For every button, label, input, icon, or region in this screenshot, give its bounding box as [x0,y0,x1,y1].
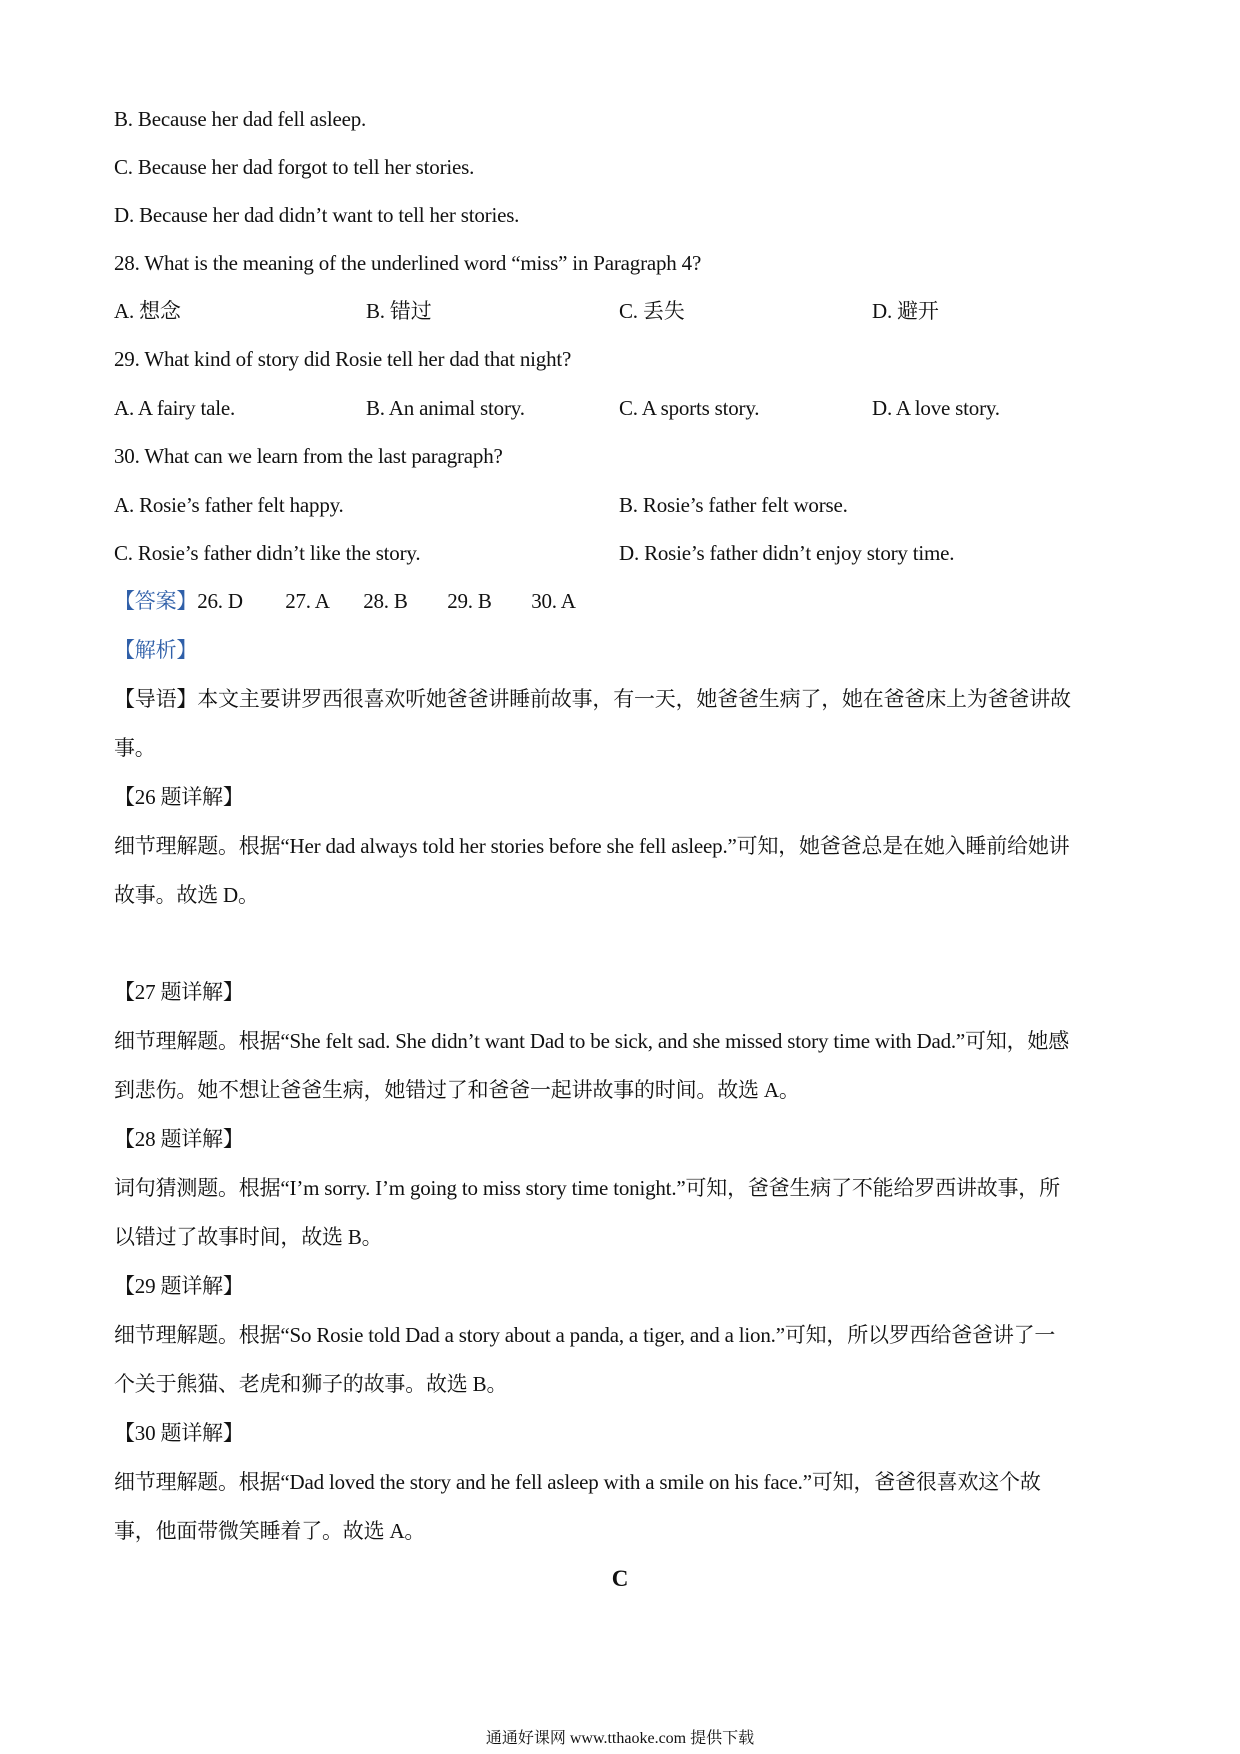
intro-line-1: 【导语】本文主要讲罗西很喜欢听她爸爸讲睡前故事，有一天，她爸爸生病了，她在爸爸床上为爸爸讲故 [114,687,1071,711]
q28-option-c: C. 丢失 [619,299,685,323]
detail-29-line-1: 细节理解题。根据“So Rosie told Dad a story about a panda, a tiger, and a lion.”可知，所以罗西给爸爸讲了一 [114,1323,1056,1347]
q27-option-b: B. Because her dad fell asleep. [114,107,367,131]
detail-26-line-2: 故事。故选 D。 [114,883,259,907]
detail-30-heading: 【30 题详解】 [114,1421,244,1445]
page-footer: 通通好课网 www.tthaoke.com 提供下载 [485,1730,755,1747]
q29-option-a: A. A fairy tale. [114,396,236,420]
q29-option-d: D. A love story. [872,396,1000,420]
detail-29-line-2: 个关于熊猫、老虎和狮子的故事。故选 B。 [114,1372,508,1396]
q27-option-d: D. Because her dad didn’t want to tell her stories. [114,203,520,227]
detail-27-line-2: 到悲伤。她不想让爸爸生病，她错过了和爸爸一起讲故事的时间。故选 A。 [114,1078,800,1102]
detail-27-heading: 【27 题详解】 [114,980,244,1004]
detail-28-line-1: 词句猜测题。根据“I’m sorry. I’m going to miss story time tonight.”可知，爸爸生病了不能给罗西讲故事，所 [114,1176,1060,1200]
detail-26-line-1: 细节理解题。根据“Her dad always told her stories before she fell asleep.”可知，她爸爸总是在她入睡前给她讲 [114,834,1070,858]
q30-option-c: C. Rosie’s father didn’t like the story. [114,541,421,565]
detail-26-heading: 【26 题详解】 [114,785,244,809]
q30-option-b: B. Rosie’s father felt worse. [619,493,848,517]
detail-30-line-2: 事，他面带微笑睡着了。故选 A。 [114,1519,426,1543]
detail-28-heading: 【28 题详解】 [114,1127,244,1151]
detail-28-line-2: 以错过了故事时间，故选 B。 [114,1225,383,1249]
answer-27: 27. A [285,589,330,613]
q28-option-d: D. 避开 [872,299,939,323]
q27-option-c: C. Because her dad forgot to tell her stories. [114,155,475,179]
q30-option-d: D. Rosie’s father didn’t enjoy story time. [619,541,955,565]
answer-label: 【答案】 [114,589,198,613]
answer-28: 28. B [363,589,408,613]
answer-29: 29. B [447,589,492,613]
q30-option-a: A. Rosie’s father felt happy. [114,493,344,517]
q29-option-c: C. A sports story. [619,396,760,420]
q28-option-a: A. 想念 [114,299,181,323]
q29-option-b: B. An animal story. [366,396,525,420]
analysis-label: 【解析】 [114,638,198,662]
answer-30: 30. A [531,589,576,613]
q28-option-b: B. 错过 [366,299,432,323]
answer-row [114,586,576,616]
detail-27-line-1: 细节理解题。根据“She felt sad. She didn’t want Dad to be sick, and she missed story time with Dad.”可知，她感 [114,1029,1070,1053]
q29-stem: 29. What kind of story did Rosie tell her dad that night? [114,347,572,371]
intro-line-2: 事。 [114,736,156,760]
detail-29-heading: 【29 题详解】 [114,1274,244,1298]
detail-30-line-1: 细节理解题。根据“Dad loved the story and he fell asleep with a smile on his face.”可知，爸爸很喜欢这个故 [114,1470,1041,1494]
answer-26: 26. D [197,589,243,613]
q28-stem: 28. What is the meaning of the underlined word “miss” in Paragraph 4? [114,251,702,275]
section-heading-c: C [611,1566,629,1591]
q30-stem: 30. What can we learn from the last paragraph? [114,444,503,468]
